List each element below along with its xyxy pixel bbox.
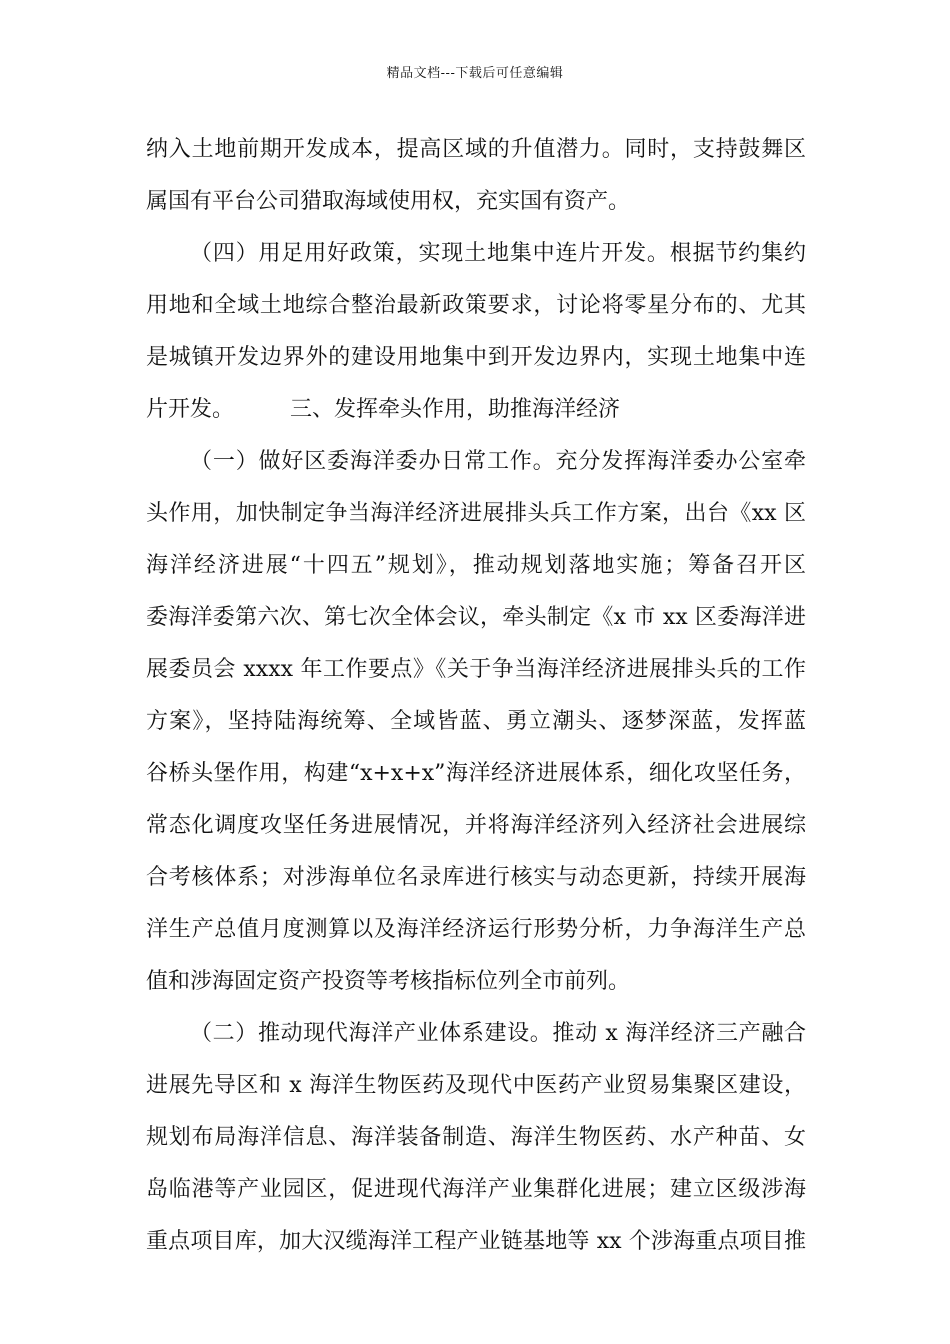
text-line: 常态化调度攻坚任务进展情况，并将海洋经济列入经济社会进展综 bbox=[146, 813, 806, 838]
text-line: 方案》，坚持陆海统筹、全域皆蓝、勇立潮头、逐梦深蓝，发挥蓝 bbox=[146, 709, 806, 734]
text-line: （二）推动现代海洋产业体系建设。推动 x 海洋经济三产融合 bbox=[190, 1021, 806, 1046]
text-line: 头作用，加快制定争当海洋经济进展排头兵工作方案，出台《xx 区 bbox=[146, 501, 806, 526]
text-line: 重点项目库，加大汉缆海洋工程产业链基地等 xx 个涉海重点项目推 bbox=[146, 1229, 806, 1254]
text-line: 洋生产总值月度测算以及海洋经济运行形势分析，力争海洋生产总 bbox=[146, 917, 806, 942]
text-line: 展委员会 xxxx 年工作要点》《关于争当海洋经济进展排头兵的工作 bbox=[146, 657, 806, 682]
text-line: 用地和全域土地综合整治最新政策要求，讨论将零星分布的、尤其 bbox=[146, 293, 806, 318]
text-line: 海洋经济进展“十四五”规划》，推动规划落地实施；筹备召开区 bbox=[146, 553, 806, 578]
text-line: （四）用足用好政策，实现土地集中连片开发。根据节约集约 bbox=[190, 241, 806, 266]
text-line: 岛临港等产业园区，促进现代海洋产业集群化进展；建立区级涉海 bbox=[146, 1177, 806, 1202]
text-line: 纳入土地前期开发成本，提高区域的升值潜力。同时，支持鼓舞区 bbox=[146, 137, 806, 162]
page-header: 精品文档---下载后可任意编辑 bbox=[386, 66, 564, 81]
text-line: 值和涉海固定资产投资等考核指标位列全市前列。 bbox=[146, 969, 631, 994]
text-line: （一）做好区委海洋委办日常工作。充分发挥海洋委办公室牵 bbox=[190, 449, 806, 474]
text-line: 是城镇开发边界外的建设用地集中到开发边界内，实现土地集中连 bbox=[146, 345, 806, 370]
document-body bbox=[146, 124, 806, 1268]
text-line: 片开发。 三、发挥牵头作用，助推海洋经济 bbox=[146, 397, 620, 422]
text-line: 属国有平台公司猎取海域使用权，充实国有资产。 bbox=[146, 189, 631, 214]
text-line: 规划布局海洋信息、海洋装备制造、海洋生物医药、水产种苗、女 bbox=[146, 1125, 806, 1150]
text-line: 合考核体系；对涉海单位名录库进行核实与动态更新，持续开展海 bbox=[146, 865, 806, 890]
text-line: 进展先导区和 x 海洋生物医药及现代中医药产业贸易集聚区建设， bbox=[146, 1073, 806, 1098]
text-line: 委海洋委第六次、第七次全体会议，牵头制定《x 市 xx 区委海洋进 bbox=[146, 605, 806, 630]
text-line: 谷桥头堡作用，构建“x+x+x”海洋经济进展体系，细化攻坚任务， bbox=[146, 761, 806, 786]
